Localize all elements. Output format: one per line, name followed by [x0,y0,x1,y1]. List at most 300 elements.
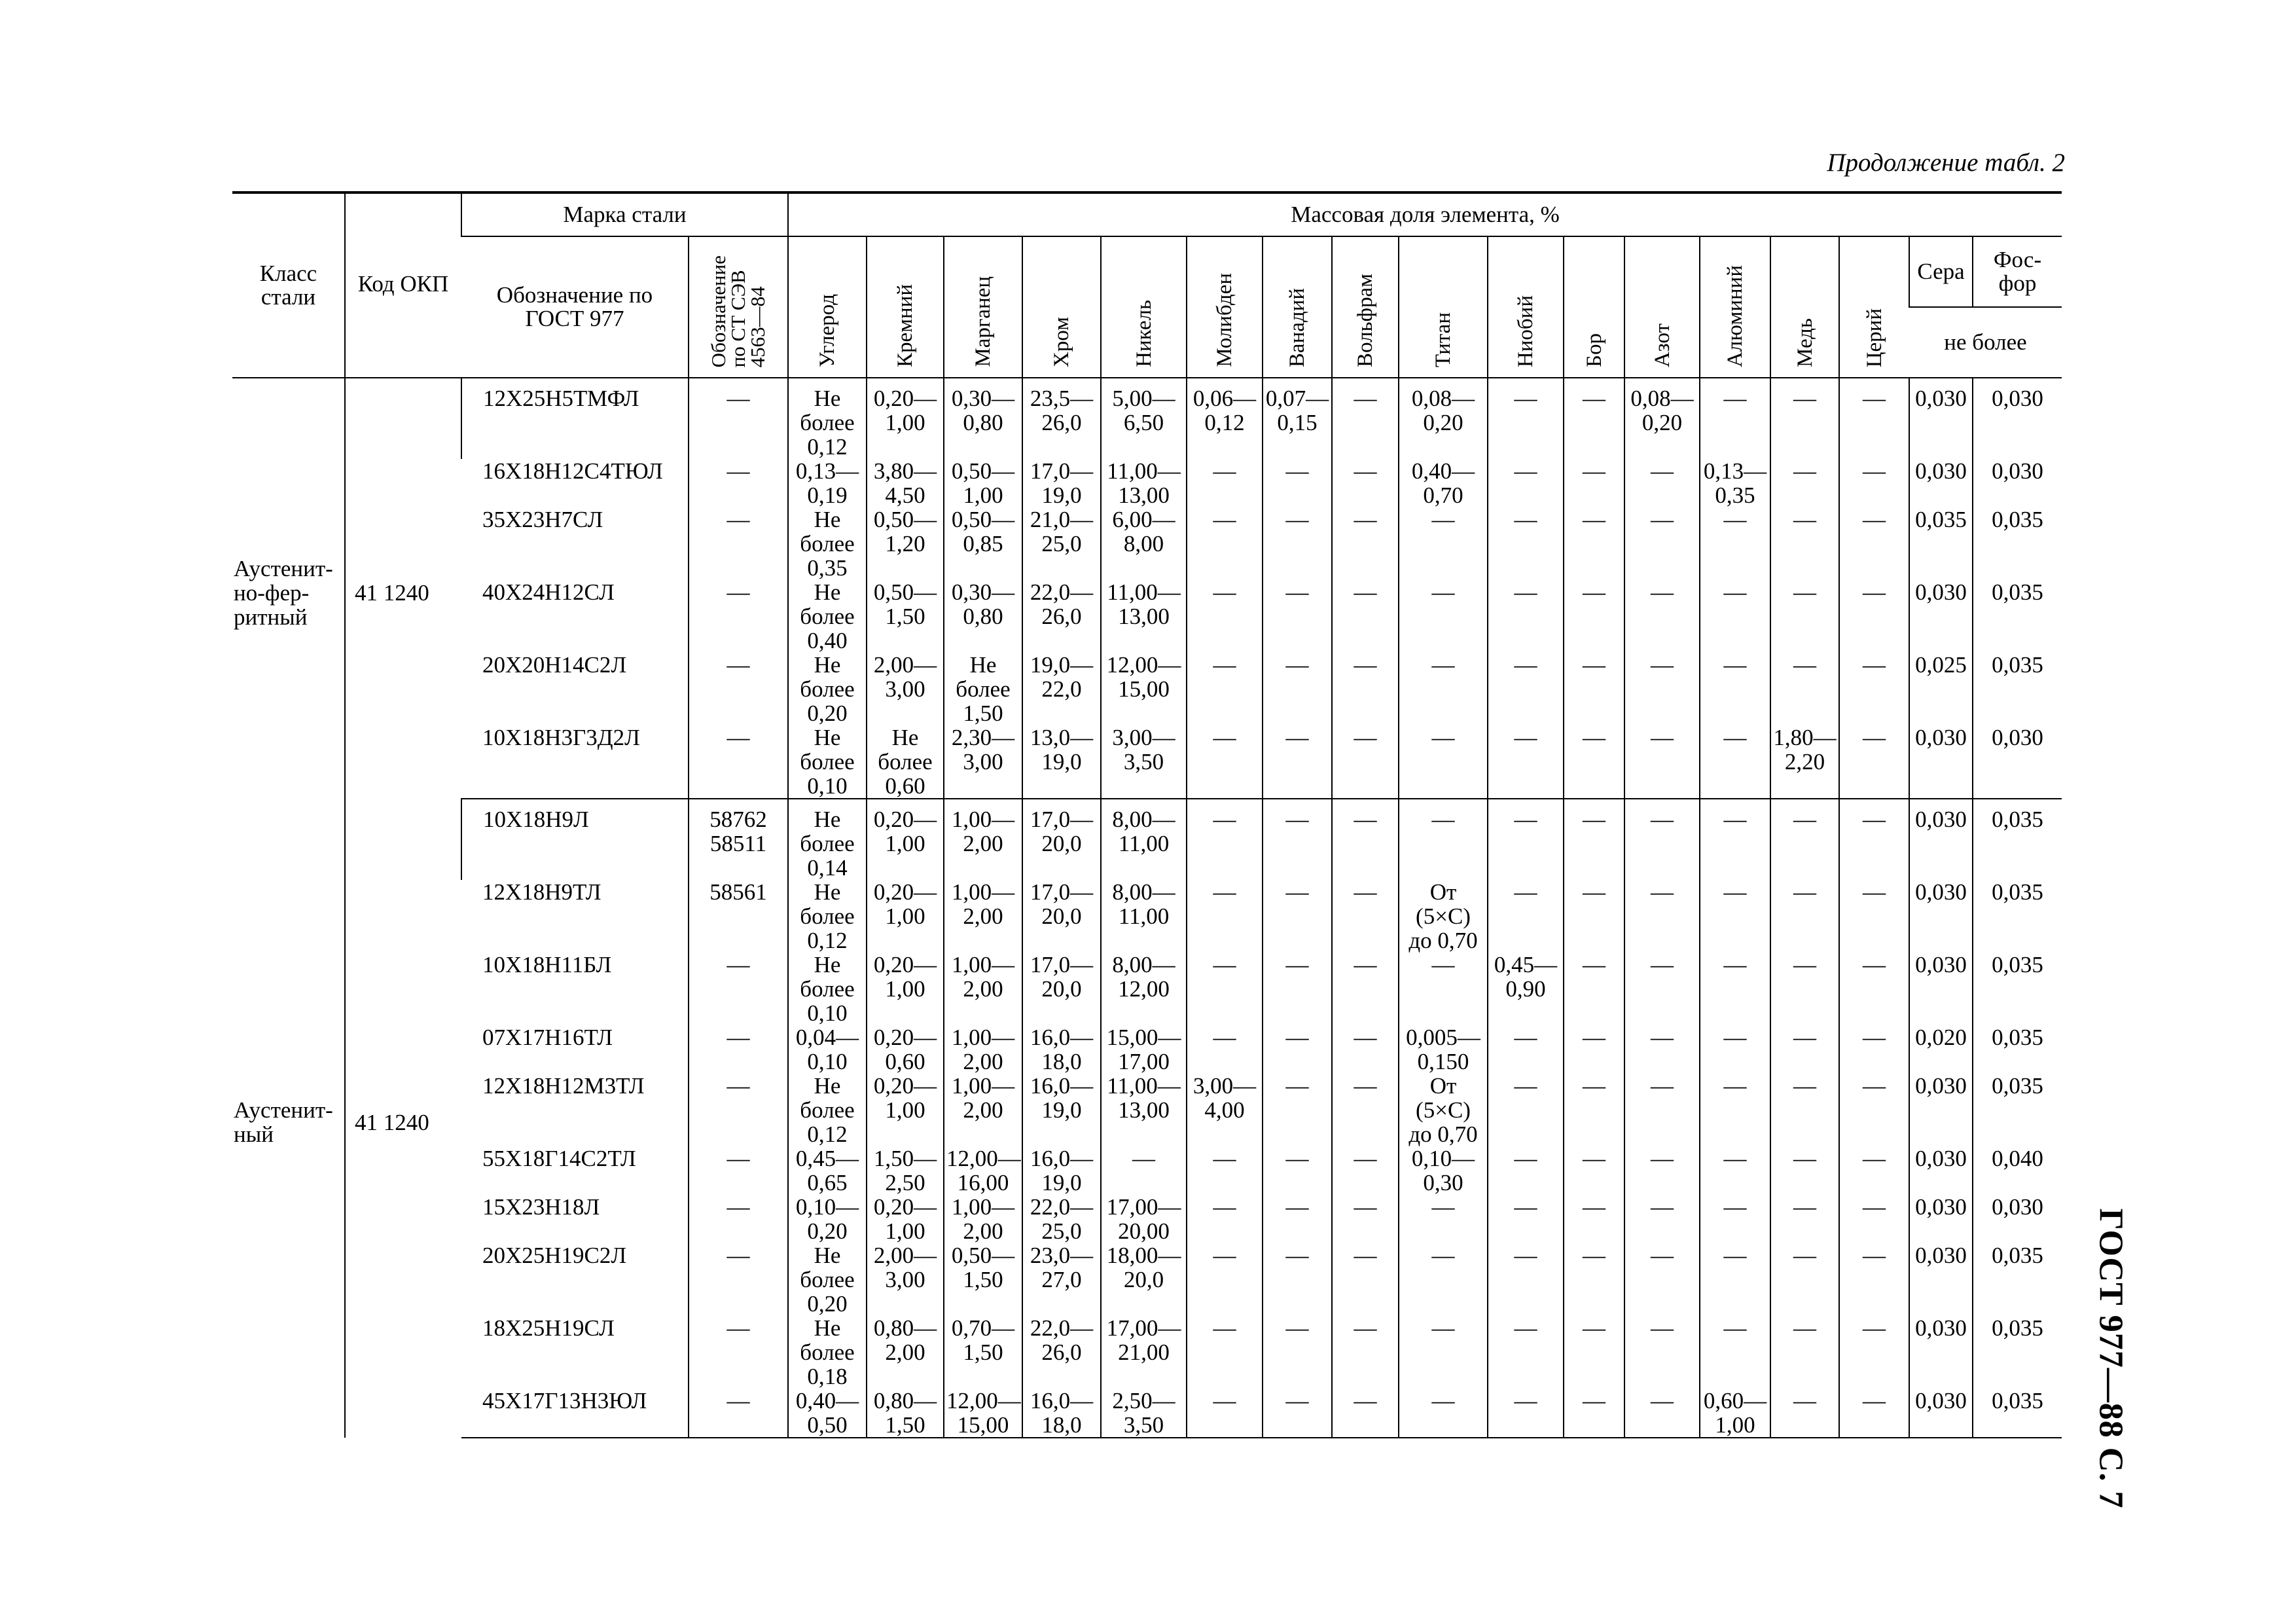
value-cell: — [1770,653,1839,725]
value-cell: — [1624,1243,1700,1316]
value-cell: — [1187,1243,1263,1316]
value-cell: — [1564,1074,1624,1146]
value-cell: — [1187,880,1263,953]
value-cell: 13,0— 19,0 [1022,725,1101,799]
value-cell: — [1187,953,1263,1025]
value-cell: — [1624,459,1700,507]
value-cell: 2,00— 3,00 [867,1243,944,1316]
value-cell: — [1770,1025,1839,1074]
value-cell: 0,30— 0,80 [944,378,1022,459]
header-element-2: Марганец [944,236,1022,378]
steel-grade-cell: 20Х20Н14С2Л [482,652,627,678]
header-grade-group: Марка стали [461,192,788,236]
value-cell: — [1564,725,1624,799]
value-cell: — [1332,459,1399,507]
header-element-12: Алюминий [1700,236,1770,378]
value-cell: 0,20— 1,00 [867,880,944,953]
value-cell: — [1187,653,1263,725]
header-element-5: Молибден [1187,236,1263,378]
value-cell: — [1700,1146,1770,1195]
steel-grade-cell: 15Х23Н18Л [482,1194,600,1220]
value-cell: — [1770,953,1839,1025]
value-cell: — [1839,1025,1909,1074]
value-cell: 0,70— 1,50 [944,1316,1022,1389]
value-cell: 17,0— 20,0 [1022,799,1101,880]
sev-designation-cell: — [689,1316,788,1389]
value-cell: — [1332,1316,1399,1389]
value-cell: — [1624,725,1700,799]
value-cell: — [1187,1146,1263,1195]
value-cell: 0,040 [1973,1146,2062,1195]
table-row [232,1195,2062,1243]
value-cell: — [1488,1389,1564,1438]
value-cell: — [1332,1195,1399,1243]
value-cell: — [1488,1074,1564,1146]
header-gost977: Обозначение по ГОСТ 977 [461,236,689,378]
value-cell: — [1399,653,1488,725]
value-cell: 12,00— 16,00 [944,1146,1022,1195]
value-cell: — [1564,459,1624,507]
value-cell: — [1332,880,1399,953]
value-cell: 0,030 [1973,378,2062,459]
value-cell: — [1564,799,1624,880]
value-cell: 0,025 [1909,653,1973,725]
value-cell: — [1263,1316,1332,1389]
value-cell: — [1624,507,1700,580]
steel-grade-cell: 20Х25Н19С2Л [482,1243,627,1268]
value-cell: — [1263,1025,1332,1074]
value-cell: — [1488,653,1564,725]
value-cell: 0,10— 0,30 [1399,1146,1488,1195]
value-cell: 0,08— 0,20 [1624,378,1700,459]
value-cell: 17,00— 21,00 [1101,1316,1187,1389]
steel-grade-cell: 10Х18Н11БЛ [482,952,612,977]
value-cell: — [1263,799,1332,880]
sev-designation-cell: — [689,378,788,459]
steel-grade-cell: 12Х18Н12М3ТЛ [482,1073,645,1099]
value-cell: 0,80— 1,50 [867,1389,944,1438]
sev-designation-cell: — [689,507,788,580]
value-cell: — [1332,1025,1399,1074]
value-cell: — [1624,953,1700,1025]
sev-designation-cell: — [689,725,788,799]
value-cell: — [1770,580,1839,653]
value-cell: 0,030 [1909,880,1973,953]
value-cell: — [1263,1243,1332,1316]
value-cell: 0,50— 0,85 [944,507,1022,580]
sev-designation-cell: — [689,1243,788,1316]
value-cell: — [1700,1025,1770,1074]
value-cell: 0,50— 1,20 [867,507,944,580]
value-cell: — [1263,880,1332,953]
value-cell: 16,0— 19,0 [1022,1074,1101,1146]
value-cell: 0,40— 0,70 [1399,459,1488,507]
value-cell: — [1263,725,1332,799]
header-element-7: Вольфрам [1332,236,1399,378]
value-cell: 0,005— 0,150 [1399,1025,1488,1074]
table-body [232,378,2062,1438]
value-cell: — [1700,653,1770,725]
table-row [232,507,2062,580]
value-cell: — [1399,507,1488,580]
value-cell: — [1770,378,1839,459]
value-cell: 8,00— 12,00 [1101,953,1187,1025]
value-cell: 16,0— 18,0 [1022,1025,1101,1074]
header-element-3: Хром [1022,236,1101,378]
value-cell: — [1263,507,1332,580]
value-cell: — [1187,459,1263,507]
value-cell: — [1332,1389,1399,1438]
okp-code-cell: 41 1240 [345,799,461,1438]
value-cell: 0,035 [1973,1025,2062,1074]
value-cell: — [1263,1195,1332,1243]
value-cell: — [1770,799,1839,880]
value-cell: 0,035 [1973,653,2062,725]
table-row [232,1243,2062,1316]
header-element-13: Медь [1770,236,1839,378]
value-cell: — [1770,880,1839,953]
value-cell: 0,30— 0,80 [944,580,1022,653]
value-cell: 2,50— 3,50 [1101,1389,1187,1438]
value-cell: 11,00— 13,00 [1101,580,1187,653]
value-cell: 0,08— 0,20 [1399,378,1488,459]
page-side-title [2075,1208,2147,1509]
value-cell: — [1770,1389,1839,1438]
value-cell: 0,030 [1909,799,1973,880]
steel-class-cell: Аустенит- но-фер- ритный [234,555,333,630]
value-cell: 1,00— 2,00 [944,1195,1022,1243]
value-cell: — [1399,1389,1488,1438]
header-element-4: Никель [1101,236,1187,378]
steel-grade-cell: 55Х18Г14С2ТЛ [482,1146,636,1171]
value-cell: 0,50— 1,50 [867,580,944,653]
value-cell: — [1263,580,1332,653]
value-cell: 1,00— 2,00 [944,1025,1022,1074]
value-cell: — [1624,1146,1700,1195]
value-cell: — [1187,1389,1263,1438]
header-sev: Обозначение по СТ СЭВ 4563—84 [689,236,788,378]
value-cell: 0,20— 1,00 [867,953,944,1025]
value-cell: — [1700,378,1770,459]
value-cell: — [1263,653,1332,725]
value-cell: — [1187,799,1263,880]
value-cell: 3,80— 4,50 [867,459,944,507]
value-cell: 2,30— 3,00 [944,725,1022,799]
value-cell: 0,030 [1909,725,1973,799]
header-element-0: Углерод [788,236,867,378]
value-cell: — [1332,507,1399,580]
table-row [232,799,2062,880]
sev-designation-cell: — [689,953,788,1025]
value-cell: 3,00— 3,50 [1101,725,1187,799]
value-cell: — [1839,580,1909,653]
value-cell: — [1700,1074,1770,1146]
value-cell: — [1187,580,1263,653]
value-cell: 0,035 [1973,880,2062,953]
header-element-9: Ниобий [1488,236,1564,378]
value-cell: — [1488,580,1564,653]
steel-composition-table [232,191,2062,1438]
table-row [232,880,2062,953]
steel-grade-cell: 18Х25Н19СЛ [482,1315,615,1341]
value-cell: — [1187,507,1263,580]
value-cell: 0,13— 0,35 [1700,459,1770,507]
value-cell: — [1839,1146,1909,1195]
value-cell: Не более 0,40 [788,580,867,653]
sev-designation-cell: — [689,580,788,653]
continuation-caption: Продолжение табл. 2 [1827,149,2065,177]
value-cell: — [1624,1195,1700,1243]
value-cell: Не более 0,20 [788,653,867,725]
value-cell: — [1564,880,1624,953]
value-cell: 0,20— 1,00 [867,799,944,880]
sev-designation-cell: — [689,459,788,507]
sev-designation-cell: 58561 [689,880,788,953]
value-cell: — [1839,1195,1909,1243]
value-cell: — [1700,725,1770,799]
value-cell: — [1488,1316,1564,1389]
value-cell: 0,030 [1909,1316,1973,1389]
value-cell: 0,50— 1,00 [944,459,1022,507]
value-cell: От (5×С) до 0,70 [1399,1074,1488,1146]
value-cell: 0,030 [1909,459,1973,507]
steel-grade-cell: 10Х18Н3Г3Д2Л [461,725,689,799]
value-cell: 0,035 [1973,1074,2062,1146]
value-cell: 0,030 [1909,1146,1973,1195]
value-cell: — [1564,1146,1624,1195]
table-row [232,378,2062,459]
value-cell: — [1332,378,1399,459]
value-cell: 0,45— 0,65 [788,1146,867,1195]
value-cell: — [1399,1316,1488,1389]
header-max: не более [1909,307,2062,378]
value-cell: 0,030 [1973,725,2062,799]
value-cell: Не более 0,60 [867,725,944,799]
value-cell: 0,80— 2,00 [867,1316,944,1389]
value-cell: — [1839,653,1909,725]
value-cell: — [1488,725,1564,799]
sev-designation-cell: — [689,1389,788,1438]
value-cell: — [1263,1389,1332,1438]
value-cell: 17,0— 20,0 [1022,953,1101,1025]
value-cell: 0,035 [1973,799,2062,880]
header-row-1 [232,192,2062,236]
value-cell: Не более 0,18 [788,1316,867,1389]
steel-grade-cell: 10Х18Н9Л [461,799,689,880]
table-row [232,1025,2062,1074]
table-row [232,1389,2062,1438]
value-cell: 1,80— 2,20 [1770,725,1839,799]
value-cell: — [1332,799,1399,880]
value-cell: — [1332,953,1399,1025]
steel-grade-cell: 12Х18Н9ТЛ [482,879,601,905]
header-element-10: Бор [1564,236,1624,378]
value-cell: — [1263,1074,1332,1146]
value-cell: — [1770,1074,1839,1146]
value-cell: — [1770,1146,1839,1195]
steel-grade-cell: 16Х18Н12С4ТЮЛ [482,458,663,484]
header-row-2 [232,236,2062,307]
value-cell: 23,0— 27,0 [1022,1243,1101,1316]
value-cell: — [1399,725,1488,799]
value-cell: 1,00— 2,00 [944,880,1022,953]
value-cell: — [1770,507,1839,580]
value-cell: — [1488,378,1564,459]
value-cell: — [1700,507,1770,580]
table-row [232,1146,2062,1195]
value-cell: 0,035 [1973,580,2062,653]
value-cell: 8,00— 11,00 [1101,799,1187,880]
value-cell: — [1488,459,1564,507]
value-cell: 0,13— 0,19 [788,459,867,507]
value-cell: — [1399,799,1488,880]
value-cell: 15,00— 17,00 [1101,1025,1187,1074]
value-cell: — [1700,953,1770,1025]
value-cell: — [1839,1074,1909,1146]
value-cell: — [1624,799,1700,880]
header-phosphorus: Фос- фор [1973,236,2062,307]
value-cell: — [1332,725,1399,799]
table-row [232,1074,2062,1146]
value-cell: 22,0— 26,0 [1022,580,1101,653]
value-cell: 23,5— 26,0 [1022,378,1101,459]
value-cell: Не более 0,14 [788,799,867,880]
value-cell: Не более 0,12 [788,880,867,953]
steel-grade-cell: 40Х24Н12СЛ [482,579,615,605]
value-cell: 17,00— 20,00 [1101,1195,1187,1243]
value-cell: — [1839,378,1909,459]
okp-code-cell: 41 1240 [345,378,461,799]
value-cell: Не более 0,10 [788,953,867,1025]
value-cell: — [1839,880,1909,953]
value-cell: — [1488,1025,1564,1074]
sev-designation-cell: — [689,653,788,725]
value-cell: — [1839,459,1909,507]
value-cell: — [1839,1243,1909,1316]
header-class: Класс стали [232,192,345,378]
value-cell: 8,00— 11,00 [1101,880,1187,953]
value-cell: 18,00— 20,0 [1101,1243,1187,1316]
header-mass-share: Массовая доля элемента, % [788,192,2062,236]
header-element-8: Титан [1399,236,1488,378]
value-cell: — [1700,1195,1770,1243]
steel-grade-cell: 45Х17Г13Н3ЮЛ [461,1389,689,1438]
value-cell: От (5×С) до 0,70 [1399,880,1488,953]
header-element-6: Ванадий [1263,236,1332,378]
table-row [232,580,2062,653]
value-cell: 11,00— 13,00 [1101,1074,1187,1146]
header-element-11: Азот [1624,236,1700,378]
value-cell: — [1263,1146,1332,1195]
value-cell: 1,00— 2,00 [944,953,1022,1025]
value-cell: — [1488,1146,1564,1195]
value-cell: — [1488,799,1564,880]
value-cell: — [1839,799,1909,880]
value-cell: — [1700,580,1770,653]
steel-grade-cell: 12Х25Н5ТМФЛ [461,378,689,459]
value-cell: 17,0— 19,0 [1022,459,1101,507]
value-cell: — [1332,1146,1399,1195]
value-cell: 0,035 [1909,507,1973,580]
value-cell: — [1839,507,1909,580]
value-cell: 0,035 [1973,507,2062,580]
value-cell: — [1564,1316,1624,1389]
value-cell: 16,0— 19,0 [1022,1146,1101,1195]
value-cell: 0,60— 1,00 [1700,1389,1770,1438]
steel-grade-cell: 35Х23Н7СЛ [482,507,603,532]
value-cell: 11,00— 13,00 [1101,459,1187,507]
value-cell: — [1700,799,1770,880]
value-cell: 0,20— 1,00 [867,1074,944,1146]
value-cell: 0,020 [1909,1025,1973,1074]
value-cell: 0,030 [1909,1074,1973,1146]
value-cell: 16,0— 18,0 [1022,1389,1101,1438]
value-cell: 0,030 [1909,953,1973,1025]
value-cell: — [1624,580,1700,653]
value-cell: — [1332,653,1399,725]
value-cell: — [1624,1389,1700,1438]
value-cell: 0,04— 0,10 [788,1025,867,1074]
value-cell: 0,035 [1973,953,2062,1025]
value-cell: 0,20— 1,00 [867,378,944,459]
value-cell: 17,0— 20,0 [1022,880,1101,953]
value-cell: — [1263,953,1332,1025]
value-cell: — [1700,880,1770,953]
value-cell: Не более 1,50 [944,653,1022,725]
value-cell: — [1564,1243,1624,1316]
value-cell: — [1770,1316,1839,1389]
steel-grade-cell: 07Х17Н16ТЛ [482,1025,613,1050]
value-cell: 5,00— 6,50 [1101,378,1187,459]
header-element-1: Кремний [867,236,944,378]
value-cell: — [1488,1243,1564,1316]
value-cell: — [1564,953,1624,1025]
value-cell: 0,50— 1,50 [944,1243,1022,1316]
value-cell: Не более 0,12 [788,1074,867,1146]
value-cell: — [1624,880,1700,953]
value-cell: — [1564,653,1624,725]
value-cell: 0,40— 0,50 [788,1389,867,1438]
value-cell: 0,06— 0,12 [1187,378,1263,459]
value-cell: — [1332,1074,1399,1146]
value-cell: 0,45— 0,90 [1488,953,1564,1025]
table-row [232,1316,2062,1389]
value-cell: — [1770,1195,1839,1243]
table-row [232,725,2062,799]
value-cell: — [1399,580,1488,653]
value-cell: — [1399,953,1488,1025]
value-cell: Не более 0,20 [788,1243,867,1316]
value-cell: — [1399,1195,1488,1243]
header-sulfur: Сера [1909,236,1973,307]
value-cell: — [1564,1389,1624,1438]
value-cell: 12,00— 15,00 [944,1389,1022,1438]
value-cell: — [1564,1025,1624,1074]
value-cell: — [1488,1195,1564,1243]
table-row [232,953,2062,1025]
value-cell: — [1564,580,1624,653]
value-cell: — [1770,1243,1839,1316]
table-row [232,459,2062,507]
value-cell: — [1700,1243,1770,1316]
header-okp: Код ОКП [345,192,461,378]
value-cell: 0,035 [1973,1316,2062,1389]
value-cell: — [1624,1025,1700,1074]
value-cell: — [1187,725,1263,799]
side-title-text: ГОСТ 977—88 С. 7 [2092,1208,2130,1509]
value-cell: 0,07— 0,15 [1263,378,1332,459]
value-cell: 0,030 [1909,378,1973,459]
